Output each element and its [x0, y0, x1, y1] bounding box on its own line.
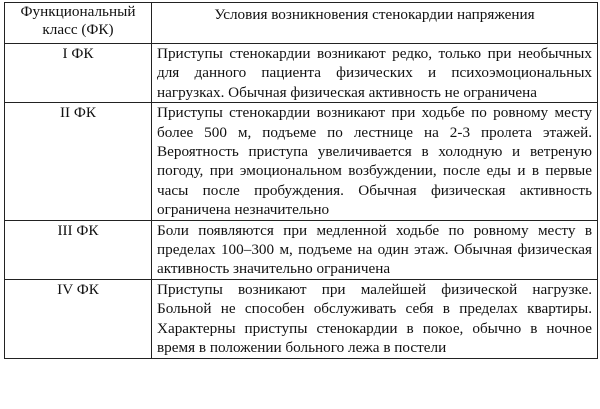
- table-row: [5, 220, 598, 279]
- row-description: Приступы возникают при малейшей физической нагрузке. Больной не способен обслуживать себя в пределах квартиры. Характерны приступы стенокардии в покое, обычно в ночное время в положении больного лежа в постели: [152, 279, 598, 358]
- header-functional-class: Функциональный класс (ФК): [5, 3, 152, 44]
- table-body: [5, 44, 598, 359]
- row-class-label: I ФК: [5, 44, 152, 103]
- row-class-label: II ФК: [5, 103, 152, 220]
- row-description: Приступы стенокардии возникают при ходьбе по ровному месту более 500 м, подъеме по лестнице на 2-3 пролета этажей. Вероятность приступа увеличивается в холодную и ветреную погоду, при эмоциональном возбуждении, после еды и в первые часы после пробуждения. Обычная физическая активность ограничена незначительно: [152, 103, 598, 220]
- row-class-label: III ФК: [5, 220, 152, 279]
- row-description: Боли появляются при медленной ходьбе по ровному месту в пределах 100–300 м, подъеме на один этаж. Обычная физическая активность значительно ограничена: [152, 220, 598, 279]
- functional-class-table: [4, 2, 598, 359]
- table-row: [5, 103, 598, 220]
- header-row: [5, 3, 598, 44]
- table-row: [5, 44, 598, 103]
- header-conditions: Условия возникновения стенокардии напряжения: [152, 3, 598, 44]
- table-row: [5, 279, 598, 358]
- table-header: [5, 3, 598, 44]
- row-description: Приступы стенокардии возникают редко, только при необычных для данного пациента физических и психоэмоциональных нагрузках. Обычная физическая активность не ограничена: [152, 44, 598, 103]
- row-class-label: IV ФК: [5, 279, 152, 358]
